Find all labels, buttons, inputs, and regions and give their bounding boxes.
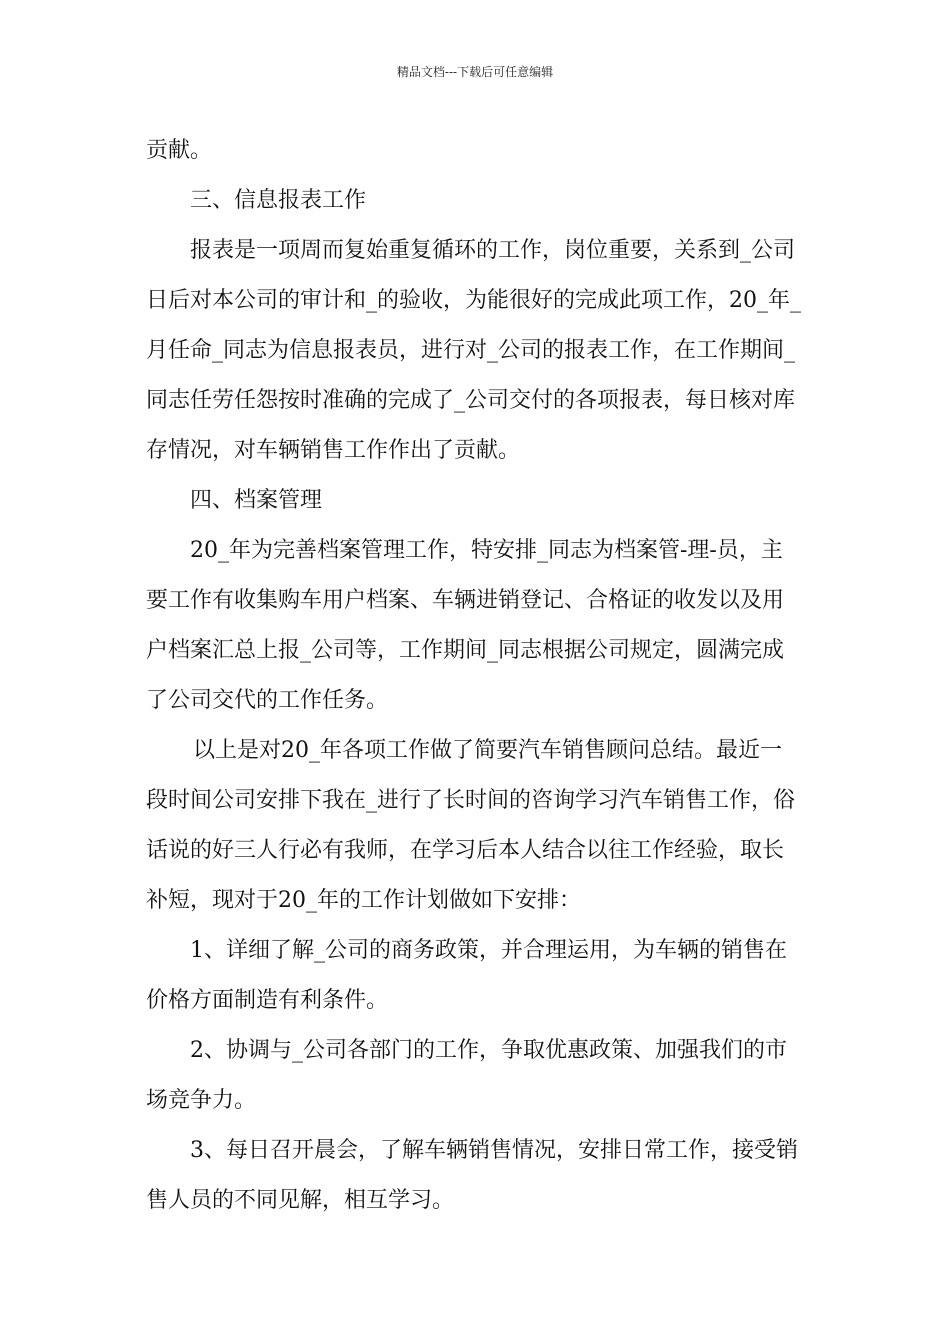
section-heading-4: 四、档案管理 — [190, 488, 323, 513]
text-line: 户档案汇总上报_公司等，工作期间_同志根据公司规定，圆满完成 — [146, 638, 785, 663]
text-line: 售人员的不同见解，相互学习。 — [146, 1188, 455, 1213]
text-line: 月任命_同志为信息报表员，进行对_公司的报表工作，在工作期间_ — [146, 338, 796, 363]
text-line: 报表是一项周而复始重复循环的工作，岗位重要，关系到_公司 — [190, 238, 796, 263]
text-line: 同志任劳任怨按时准确的完成了_公司交付的各项报表，每日核对库 — [146, 388, 796, 413]
text-line: 日后对本公司的审计和_的验收，为能很好的完成此项工作，20_年_ — [146, 288, 801, 313]
list-item-2: 2、协调与_公司各部门的工作，争取优惠政策、加强我们的市 — [190, 1038, 787, 1063]
list-item-3: 3、每日召开晨会，了解车辆销售情况，安排日常工作，接受销 — [190, 1138, 798, 1163]
document-body — [146, 126, 808, 1226]
text-line: 段时间公司安排下我在_进行了长时间的咨询学习汽车销售工作，俗 — [146, 788, 796, 813]
page-header: 精品文档---下载后可任意编辑 — [396, 65, 554, 79]
text-line: 了公司交代的工作任务。 — [146, 688, 389, 713]
text-line: 要工作有收集购车用户档案、车辆进销登记、合格证的收发以及用 — [146, 588, 785, 613]
text-line: 价格方面制造有利条件。 — [146, 988, 389, 1013]
text-line: 场竞争力。 — [146, 1088, 257, 1113]
text-line: 补短，现对于20_年的工作计划做如下安排： — [146, 888, 581, 913]
text-line: 话说的好三人行必有我师，在学习后本人结合以往工作经验，取长 — [146, 838, 785, 863]
text-line: 贡献。 — [146, 138, 213, 163]
section-heading-3: 三、信息报表工作 — [190, 188, 367, 213]
text-line: 20_年为完善档案管理工作，特安排_同志为档案管-理-员，主 — [190, 538, 783, 563]
text-line: 存情况，对车辆销售工作作出了贡献。 — [146, 438, 521, 463]
text-line: 以上是对20_年各项工作做了简要汽车销售顾问总结。最近一 — [193, 738, 782, 763]
list-item-1: 1、详细了解_公司的商务政策，并合理运用，为车辆的销售在 — [190, 938, 787, 963]
